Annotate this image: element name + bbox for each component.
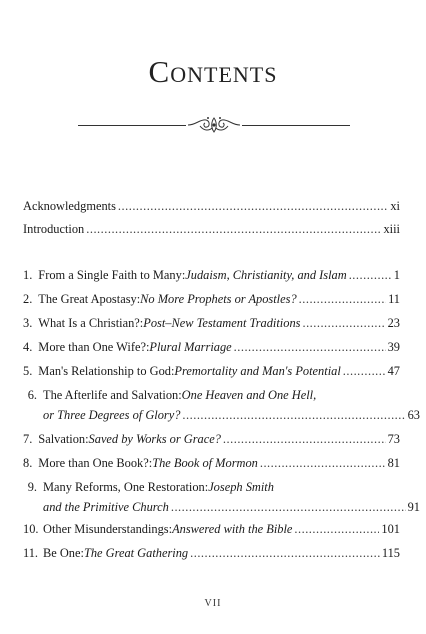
chapter-number: 9. <box>27 480 37 494</box>
dot-leader <box>190 546 380 561</box>
chapter-subtitle: Joseph Smith <box>208 480 274 494</box>
chapter-title: The Afterlife and Salvation: <box>43 388 182 402</box>
chapter-title: What Is a Christian?: <box>38 316 144 330</box>
chapter-page: 11 <box>388 292 400 306</box>
chapter-subtitle: The Book of Mormon <box>152 456 258 470</box>
ornamental-divider <box>0 114 426 136</box>
chapter-page: 73 <box>387 432 400 446</box>
chapter-subtitle-continued: or Three Degrees of Glory? <box>43 408 181 422</box>
dot-leader <box>182 408 405 423</box>
chapter-number: 4. <box>23 340 33 354</box>
entry-page: xiii <box>383 222 400 236</box>
chapter-subtitle: Saved by Works or Grace? <box>88 432 221 446</box>
toc-entry-chapter-11[interactable] <box>23 546 400 562</box>
chapter-page: 81 <box>387 456 400 470</box>
toc-entry-chapter-10[interactable] <box>23 522 400 538</box>
chapter-page: 1 <box>393 268 400 282</box>
toc-entry-chapter-6[interactable] <box>23 388 420 424</box>
chapter-title: Other Misunderstandings: <box>43 522 173 536</box>
toc-entry-chapter-1[interactable] <box>23 268 400 284</box>
flourish-ornament-icon <box>186 114 242 136</box>
dot-leader <box>294 522 379 537</box>
chapter-number: 7. <box>23 432 33 446</box>
chapter-title: More than One Book?: <box>38 456 153 470</box>
toc-entry-acknowledgments[interactable] <box>23 199 400 215</box>
chapter-subtitle: Judaism, Christianity, and Islam <box>185 268 347 282</box>
chapter-subtitle-continued: and the Primitive Church <box>43 500 169 514</box>
toc-entry-chapter-2[interactable] <box>23 292 400 308</box>
chapter-page: 63 <box>407 408 420 422</box>
chapter-number: 2. <box>23 292 33 306</box>
dot-leader <box>260 456 386 471</box>
chapter-page: 115 <box>381 546 400 560</box>
toc-entry-chapter-5[interactable] <box>23 364 400 380</box>
toc-entry-chapter-9[interactable] <box>23 480 420 516</box>
chapter-title: Man's Relationship to God: <box>38 364 175 378</box>
dot-leader <box>234 340 386 355</box>
divider-line-left <box>78 125 186 126</box>
page-number-footer: VII <box>204 598 222 609</box>
chapter-page: 91 <box>407 500 420 514</box>
chapter-subtitle: Post–New Testament Traditions <box>143 316 301 330</box>
chapter-number: 11. <box>23 546 39 560</box>
chapter-page: 101 <box>381 522 400 536</box>
chapter-number: 6. <box>27 388 37 402</box>
chapter-subtitle: Plural Marriage <box>149 340 232 354</box>
chapter-page: 47 <box>387 364 400 378</box>
page-title: Contents <box>148 54 278 89</box>
entry-page: xi <box>390 199 400 213</box>
entry-title: Acknowledgments <box>23 199 116 213</box>
toc-entry-chapter-4[interactable] <box>23 340 400 356</box>
divider-line-right <box>242 125 350 126</box>
chapter-subtitle: The Great Gathering <box>83 546 189 560</box>
toc-entry-chapter-7[interactable] <box>23 432 400 448</box>
dot-leader <box>302 316 385 331</box>
chapter-page: 39 <box>387 340 400 354</box>
chapter-title: Many Reforms, One Restoration: <box>43 480 209 494</box>
chapter-page: 23 <box>387 316 400 330</box>
entry-title: Introduction <box>23 222 85 236</box>
dot-leader <box>349 268 392 283</box>
dot-leader <box>86 222 381 237</box>
dot-leader <box>343 364 386 379</box>
toc-entry-chapter-3[interactable] <box>23 316 400 332</box>
chapter-subtitle: Premortality and Man's Potential <box>174 364 341 378</box>
chapter-number: 1. <box>23 268 33 282</box>
chapter-title: The Great Apostasy: <box>38 292 141 306</box>
chapter-subtitle: One Heaven and One Hell, <box>181 388 317 402</box>
chapter-number: 10. <box>23 522 39 536</box>
dot-leader <box>299 292 386 307</box>
toc-entry-chapter-8[interactable] <box>23 456 400 472</box>
toc-entry-introduction[interactable] <box>23 222 400 238</box>
dot-leader <box>223 432 386 447</box>
chapter-number: 3. <box>23 316 33 330</box>
chapter-title: Salvation: <box>38 432 89 446</box>
chapter-title: More than One Wife?: <box>38 340 150 354</box>
chapter-number: 5. <box>23 364 33 378</box>
chapter-subtitle: No More Prophets or Apostles? <box>140 292 297 306</box>
chapter-subtitle: Answered with the Bible <box>172 522 293 536</box>
chapter-title: From a Single Faith to Many: <box>38 268 186 282</box>
dot-leader <box>118 199 388 214</box>
chapter-title: Be One: <box>43 546 84 560</box>
chapter-number: 8. <box>23 456 33 470</box>
dot-leader <box>171 500 406 515</box>
